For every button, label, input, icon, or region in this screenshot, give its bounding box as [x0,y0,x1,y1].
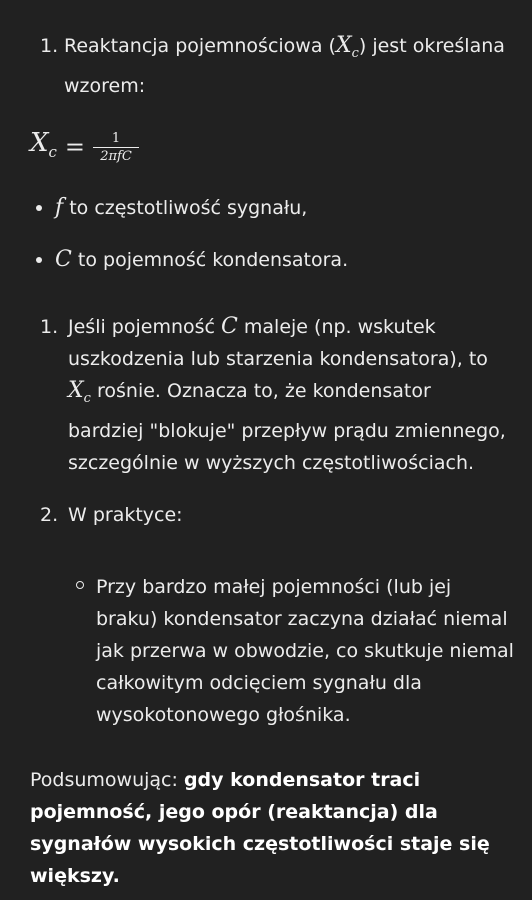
summary-bold: gdy kondensator traci pojemność, jego opór (reaktancja) dla sygnałów wysokich częstotliwości staje się większy. [30,769,490,887]
list-item: C to pojemność kondensatora. [30,244,510,276]
list-item: 1. Jeśli pojemność C maleje (np. wskutek uszkodzenia lub starzenia kondensatora), to $X_c$ rośnie. Oznacza to, że kondensator bardziej "blokuje" przepływ prądu zmiennego, szczególnie w wyższych częstotliwościach. [40,311,510,479]
summary-lead: Podsumowując: [30,769,184,791]
sub-list-item [76,571,516,731]
list-number: 1. [40,316,59,338]
math-symbol: f [55,195,64,220]
math-c: C [221,314,238,339]
fraction-denominator: 2πfC [100,148,132,164]
bullet-dot-icon [36,205,42,211]
summary-paragraph [30,764,510,892]
list-number: 1. [40,35,59,57]
variable-list [30,192,510,296]
numbered-list [40,311,510,531]
math-xc: $X_c$ [68,378,91,406]
list-item: 2. W praktyce: [40,499,510,531]
fraction-bar [93,147,139,148]
list-item: f to częstotliwość sygnału, [30,192,510,224]
bullet-dot-icon [36,257,42,263]
list-number: 2. [40,504,59,526]
hollow-bullet-icon [76,581,84,589]
reactance-formula [30,125,139,169]
formula-equals: = [64,133,86,161]
math-xc: $X_c$ [335,33,359,61]
sub-list-text: Przy bardzo małej pojemności (lub jej braku) kondensator zaczyna działać niemal jak przerwa w obwodzie, co skutkuje niemal całkowitym odcięciem sygnału dla wysokotonowego głośnika. [96,576,514,726]
math-symbol: C [55,247,72,272]
fraction-numerator: 1 [111,130,121,146]
item-text: Reaktancja pojemnościowa $(X_c)$ jest określana wzorem: [64,33,505,97]
formula-fraction [93,131,139,164]
formula-lhs: $X_c$ [30,127,57,161]
numbered-item-reactance [40,30,520,102]
